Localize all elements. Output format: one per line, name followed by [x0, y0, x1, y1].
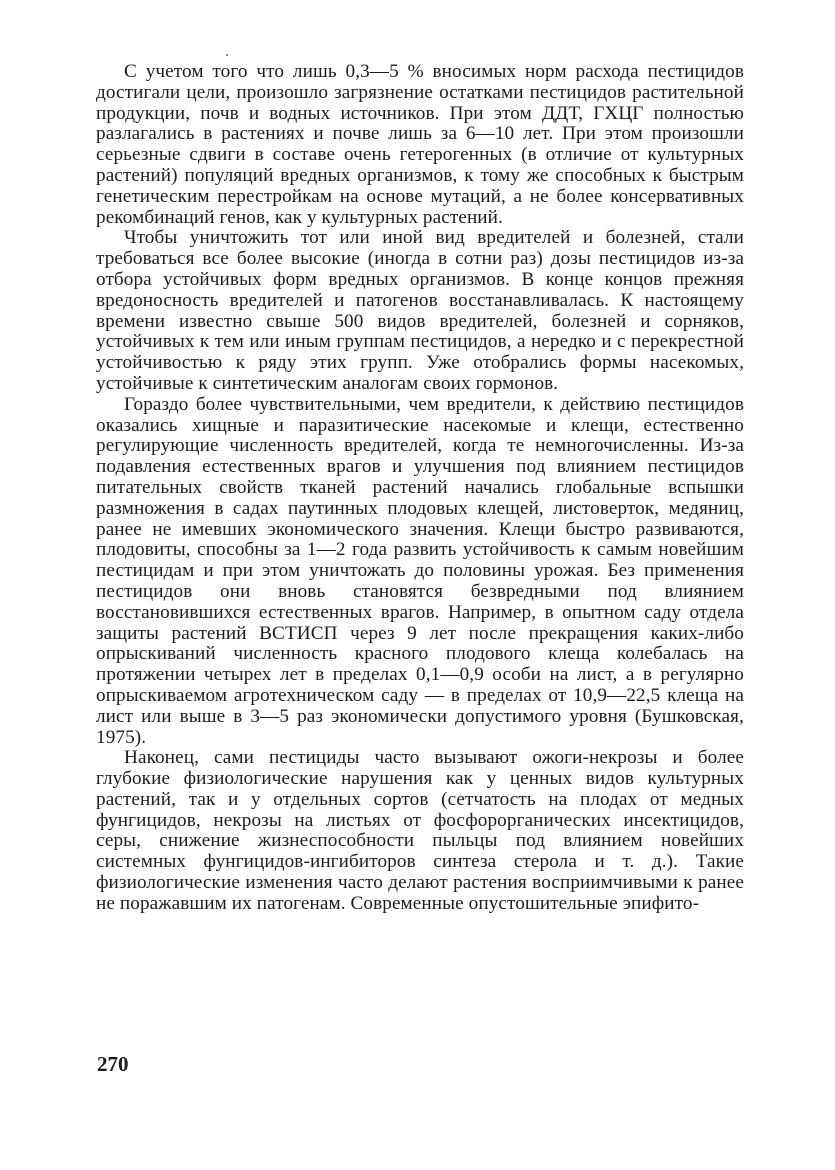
paragraph-4: Наконец, сами пестициды часто вызывают ожоги-некрозы и более глубокие физиологические нарушения как у ценных видов культурных растений, так и у отдельных сортов (сетчатость на плодах от медных фунгицидов, некрозы на листьях от фосфорорганических инсектицидов, серы, снижение жизнеспособности пыльцы под влиянием новейших системных фунгицидов-ингибиторов синтеза стерола и т. д.). Такие физиологические изменения часто делают растения восприимчивыми к ранее не поражавшим их патогенам. Современные опустошительные эпифито- [96, 747, 744, 914]
scan-speck [226, 54, 228, 56]
page-number: 270 [97, 1052, 129, 1076]
paragraph-3: Гораздо более чувствительными, чем вредители, к действию пестицидов оказались хищные и паразитические насекомые и клещи, естественно регулирующие численность вредителей, когда те немногочисленны. Из-за подавления естественных врагов и улучшения под влиянием пестицидов питательных свойств тканей растений начались глобальные вспышки размножения в садах паутинных плодовых клещей, листоверток, медяниц, ранее не имевших экономического значения. Клещи быстро развиваются, плодовиты, способны за 1—2 года развить устойчивость к самым новейшим пестицидам и при этом уничтожать до половины урожая. Без применения пестицидов они вновь становятся безвредными под влиянием восстановившихся естественных врагов. Например, в опытном саду отдела защиты растений ВСТИСП через 9 лет после прекращения каких-либо опрыскиваний численность красного плодового клеща колебалась на протяжении четырех лет в пределах 0,1—0,9 особи на лист, а в регулярно опрыскиваемом агротехническом саду — в пределах от 10,9—22,5 клеща на лист или выше в 3—5 раз экономически допустимого уровня (Бушковская, 1975). [96, 393, 744, 748]
paragraph-2: Чтобы уничтожить тот или иной вид вредителей и болезней, стали требоваться все более высокие (иногда в сотни раз) дозы пестицидов из-за отбора устойчивых форм вредных организмов. В конце концов прежняя вредоносность вредителей и патогенов восстанавливалась. К настоящему времени известно свыше 500 видов вредителей, болезней и сорняков, устойчивых к тем или иным группам пестицидов, а нередко и с перекрестной устойчивостью к ряду этих групп. Уже отобрались формы насекомых, устойчивые к синтетическим аналогам своих гормонов. [96, 227, 744, 394]
body-text [96, 62, 744, 915]
paragraph-1: С учетом того что лишь 0,3—5 % вносимых норм расхода пестицидов достигали цели, произошло загрязнение остатками пестицидов растительной продукции, почв и водных источников. При этом ДДТ, ГХЦГ полностью разлагались в растениях и почве лишь за 6—10 лет. При этом произошли серьезные сдвиги в составе очень гетерогенных (в отличие от культурных растений) популяций вредных организмов, к тому же способных к быстрым генетическим перестройкам на основе мутаций, а не более консервативных рекомбинаций генов, как у культурных растений. [96, 61, 744, 228]
